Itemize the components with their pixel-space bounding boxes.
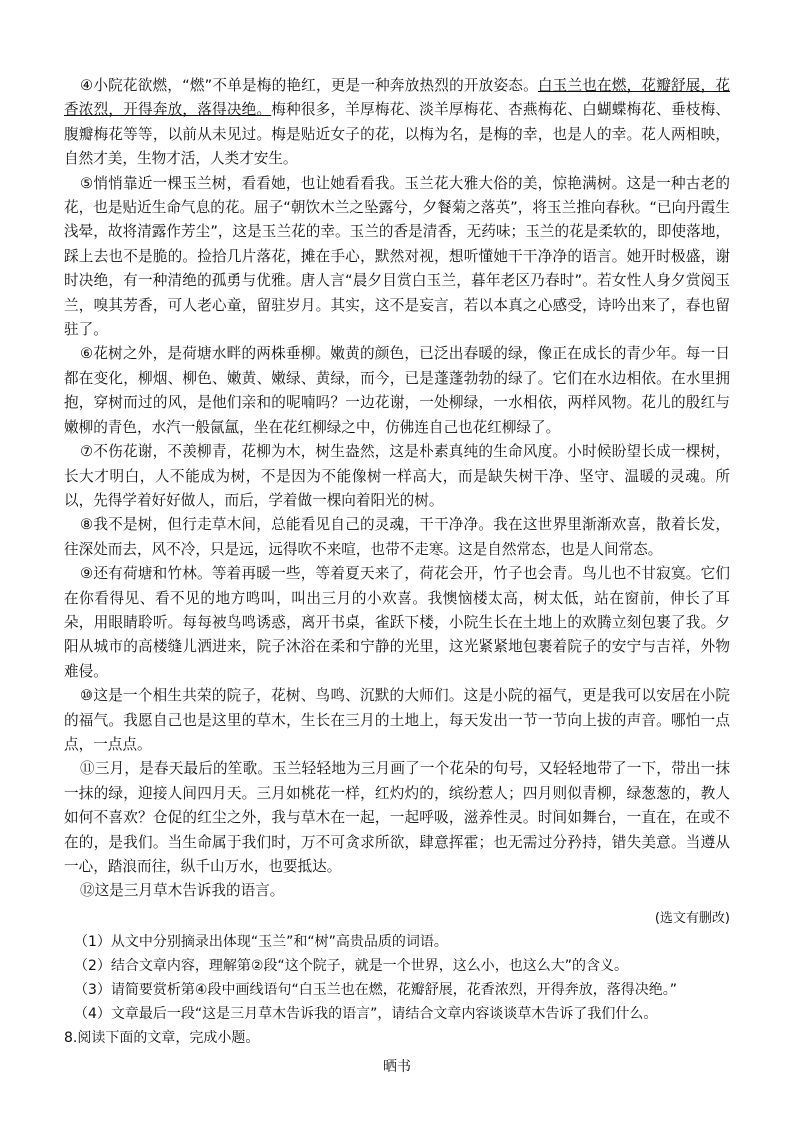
paragraph-5: ⑤悄悄靠近一棵玉兰树，看看她，也让她看看我。玉兰花大雅大俗的美，惊艳满树。这是一种古老的花，也是贴近生命气息的花。屈子“朝饮木兰之坠露兮，夕餐菊之落英”，将玉兰推向春秋。“已向丹霞生浅晕，故将清露作芳尘”，这是玉兰花的幸。玉兰的香是清香，无药味；玉兰的花是柔软的，即使落地，踩上去也不是脆的。捡拾几片落花，摊在手心，默然对视，想听懂她干干净净的语言。她开时极盛，谢时决绝，有一种清绝的孤勇与优雅。唐人言“晨夕目赏白玉兰，暮年老区乃春时”。若女性人身夕赏阅玉兰，嗅其芳香，可人老心童，留驻岁月。其实，这不是妄言，若以本真之心感受，诗吟出来了，春也留驻了。 bbox=[64, 174, 730, 339]
paragraph-8: ⑧我不是树，但行走草木间，总能看见自己的灵魂，干干净净。我在这世界里渐渐欢喜，散着长发，往深处而去，风不冷，只是远，远得吹不来喧，也带不走寒。这是自然常态，也是人间常态。 bbox=[64, 516, 730, 558]
question-4: （4）文章最后一段“这是三月草木告诉我的语言”，请结合文章内容谈谈草木告诉了我们什么。 bbox=[74, 1005, 658, 1022]
paragraph-6: ⑥花树之外，是荷塘水畔的两株垂柳。嫩黄的颜色，已泛出春暖的绿，像正在成长的青少年。每一日都在变化，柳烟、柳色、嫩黄、嫩绿、黄绿，而今，已是蓬蓬勃勃的绿了。它们在水边相依。在水里拥抱，穿树而过的风，是他们亲和的呢喃吗？一边花谢，一处柳绿，一水相依，两样风物。花儿的殷红与嫩柳的青色，水汽一般氤氲，坐在花红柳绿之中，仿佛连自己也花红柳绿了。 bbox=[64, 345, 730, 436]
paragraph-10: ⑩这是一个相生共荣的院子，花树、鸟鸣、沉默的大师们。这是小院的福气，更是我可以安居在小院的福气。我愿自己也是这里的草木，生长在三月的土地上，每天发出一节一节向上拔的声音。哪怕一点点，一点点。 bbox=[64, 687, 730, 753]
paragraph-9: ⑨还有荷塘和竹林。等着再暖一些，等着夏天来了，荷花会开，竹子也会青。鸟儿也不甘寂寞。它们在你看得见、看不见的地方鸣叫，叫出三月的小欢喜。我懊恼楼太高，树太低，站在窗前，伸长了耳朵，用眼睛聆听。每每被鸟鸣诱惑，离开书桌，雀跃下楼，小院生长在土地上的欢腾立刻包裹了我。夕阳从城市的高楼缝儿洒进来，院子沐浴在柔和宁静的光里，这光紧紧地包裹着院子的安宁与吉祥，外物难侵。 bbox=[64, 565, 730, 680]
question-3: （3）请简要赏析第④段中画线语句“白玉兰也在燃，花瓣舒展，花香浓烈，开得奔放，落得决绝。” bbox=[74, 981, 677, 998]
next-section-heading: 8.阅读下面的文章，完成小题。 bbox=[64, 1029, 260, 1046]
document-page bbox=[64, 74, 730, 1076]
question-1: （1）从文中分别摘录出体现“玉兰”和“树”高贵品质的词语。 bbox=[74, 933, 448, 950]
underlined-sentence: 白玉兰也在燃，花瓣舒展，花香浓烈，开得奔放，落得决绝。 bbox=[64, 77, 730, 119]
paragraph-7: ⑦不伤花谢，不羡柳青，花柳为木，树生盎然，这是朴素真纯的生命风度。小时候盼望长成一棵树，长大才明白，人不能成为树，不是因为不能像树一样高大，而是缺失树干净、坚守、温暖的灵魂。所以，先得学着好好做人，而后，学着做一棵向着阳光的树。 bbox=[64, 443, 730, 509]
paragraph-4-text-a: ④小院花欲燃，“燃”不单是梅的艳红，更是一种奔放热烈的开放姿态。 bbox=[80, 77, 538, 94]
paragraph-12: ⑫这是三月草木告诉我的语言。 bbox=[80, 882, 285, 900]
paragraph-4 bbox=[64, 74, 730, 172]
paragraph-4-text-b: 梅种很多，羊厚梅花、淡羊厚梅花、杏燕梅花、白蝴蝶梅花、垂枝梅、腹瓣梅花等等，以前从未见过。梅是贴近女子的花，以梅为名，是梅的幸，也是人的幸。花人两相映，自然才美，生物才活，人类才安生。 bbox=[64, 101, 730, 168]
paragraph-11: ⑪三月，是春天最后的笙歌。玉兰轻轻地为三月画了一个花朵的句号，又轻轻地带了一下，带出一抹一抹的绿，迎接人间四月天。三月如桃花一样，红灼灼的，缤纷惹人；四月则似青柳，绿葱葱的，教人如何不喜欢？仓促的红尘之外，我与草木在一起，一起呼吸，滋养性灵。时间如舞台，一直在，在或不在的，是我们。当生命属于我们时，万不可贪求所欲，肆意挥霍；也无需过分矜持，错失美意。当遵从一心，踏浪而往，纵千山万水，也要抵达。 bbox=[64, 760, 730, 875]
source-note: (选文有删改) bbox=[654, 910, 730, 926]
question-2: （2）结合文章内容，理解第②段“这个院子，就是一个世界，这么小，也这么大”的含义。 bbox=[74, 957, 628, 974]
next-article-title: 晒书 bbox=[383, 1058, 411, 1075]
